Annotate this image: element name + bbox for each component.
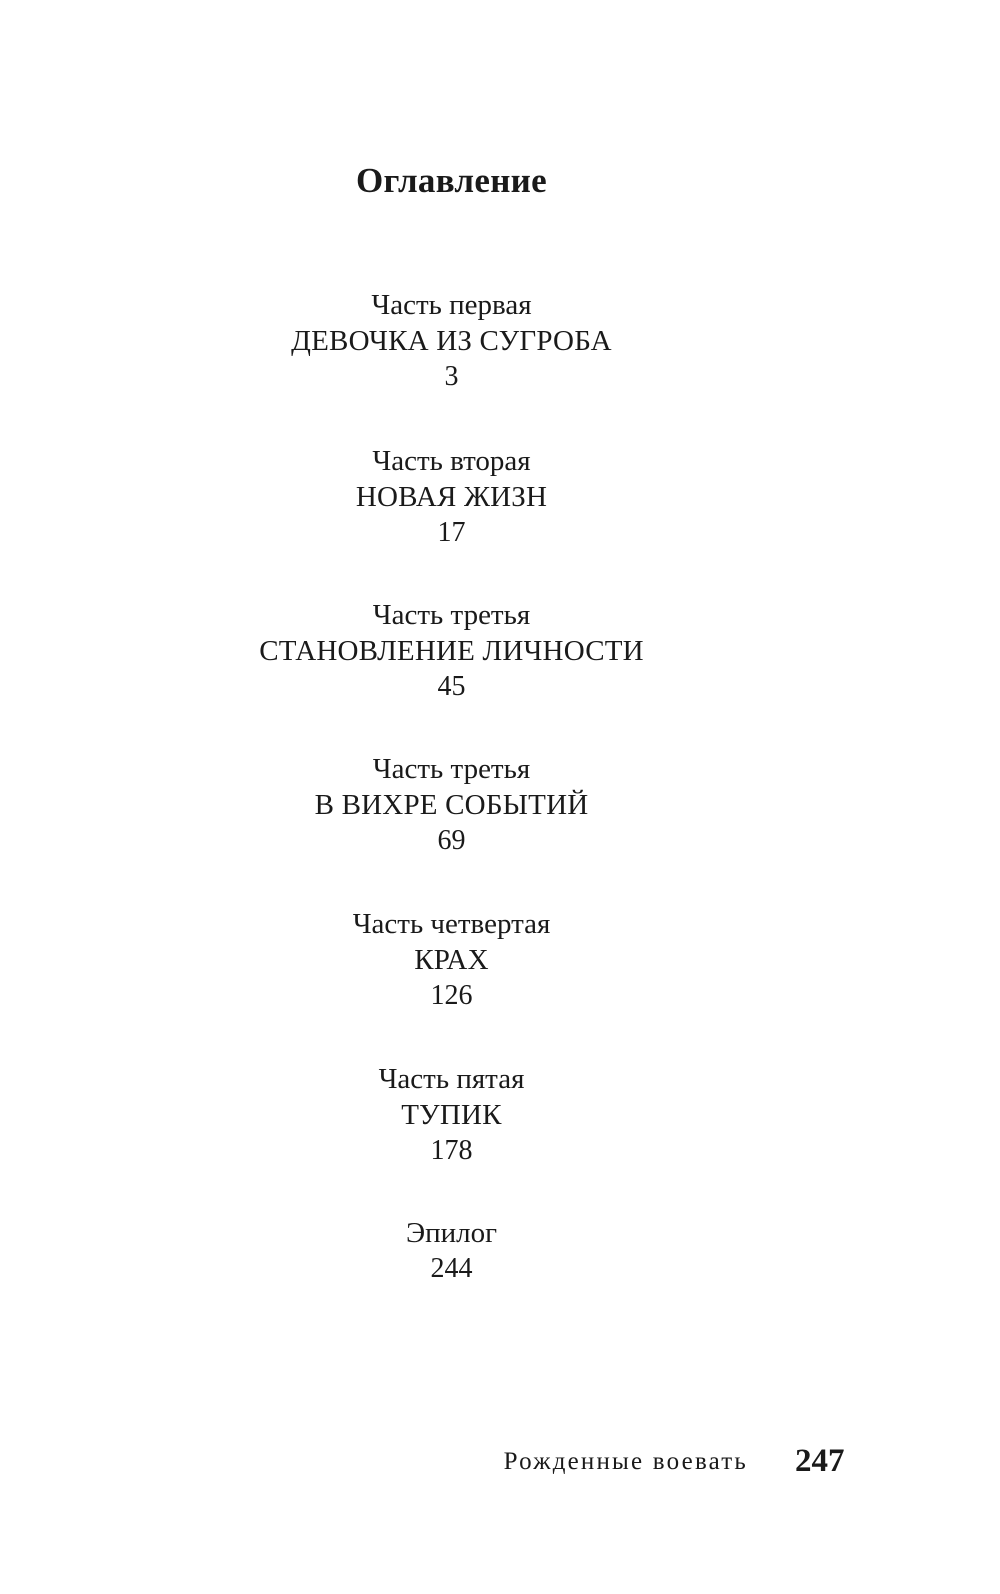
toc-page-number: 17 [437, 517, 466, 548]
folio-page-number: 247 [795, 1443, 845, 1479]
toc-entry-3 [0, 597, 903, 705]
toc-part-label: Часть четвертая [352, 908, 551, 940]
toc-part-label: Часть третья [372, 599, 531, 631]
toc-page-number: 244 [430, 1253, 473, 1284]
toc-part-label: Эпилог [405, 1217, 498, 1249]
toc-entry-2 [0, 443, 903, 551]
running-title: Рожденные воевать [503, 1448, 748, 1475]
toc-page-number: 126 [430, 980, 473, 1011]
toc-chapter-title: ДЕВОЧКА ИЗ СУГРОБА [291, 325, 612, 357]
toc-entry-6 [0, 1061, 903, 1169]
toc-entry-4 [0, 751, 903, 859]
toc-page-number: 178 [430, 1135, 473, 1166]
toc-entry-epilogue [0, 1215, 903, 1287]
toc-part-label: Часть вторая [372, 445, 531, 477]
page-footer [0, 1441, 1000, 1481]
toc-chapter-title: В ВИХРЕ СОБЫТИЙ [314, 789, 589, 821]
toc-chapter-title: СТАНОВЛЕНИЕ ЛИЧНОСТИ [259, 635, 644, 667]
toc-chapter-title: НОВАЯ ЖИЗН [355, 481, 548, 513]
toc-entry-5 [0, 906, 903, 1014]
toc-page-number: 69 [437, 825, 466, 856]
toc-part-label: Часть третья [372, 753, 531, 785]
toc-part-label: Часть пятая [378, 1063, 525, 1095]
toc-entry-1 [0, 287, 903, 395]
toc-part-label: Часть первая [371, 289, 532, 321]
toc-chapter-title: ТУПИК [401, 1099, 502, 1131]
toc-chapter-title: КРАХ [414, 944, 489, 976]
toc-page-number: 45 [437, 671, 466, 702]
toc-page-number: 3 [444, 361, 459, 392]
page-title: Оглавление [356, 161, 547, 200]
